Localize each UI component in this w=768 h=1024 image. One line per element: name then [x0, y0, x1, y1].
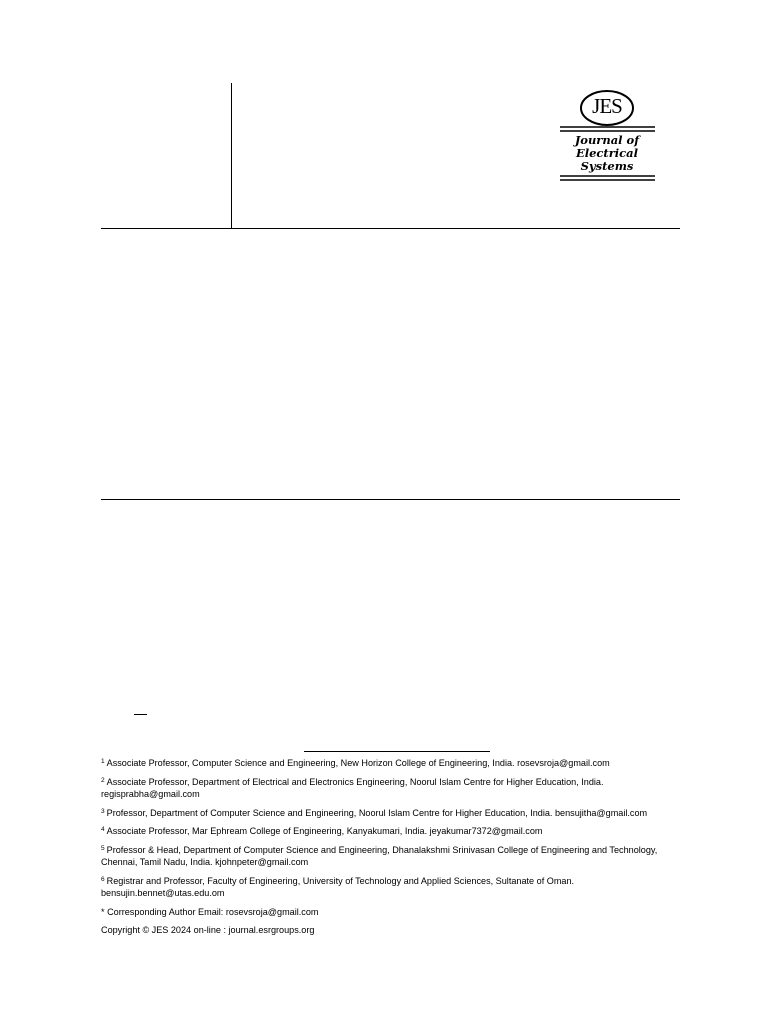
logo-line-2: Electrical: [575, 146, 638, 160]
footnote: [101, 825, 661, 838]
footnote-text: Associate Professor, Mar Ephream College of Engineering, Kanyakumari, India. jeyakumar7372@gmail.com: [106, 826, 543, 836]
footnote-number: 3: [101, 807, 105, 815]
abstract-bottom-rule: [101, 499, 680, 500]
header-vertical-divider: [231, 83, 232, 229]
logo-line-3: Systems: [580, 159, 634, 173]
footnote-number: 5: [101, 844, 105, 852]
corresponding-author: * Corresponding Author Email: rosevsroja@gmail.com: [101, 906, 319, 917]
footnote-number: 6: [101, 875, 105, 883]
footnote-separator: [304, 751, 490, 752]
footnote-text: Professor & Head, Department of Computer Science and Engineering, Dhanalakshmi Srinivasan College of Engineering and Technology, Chennai, Tamil Nadu, India. kjohnpeter@gmail.com: [101, 844, 658, 867]
footnote-number: 4: [101, 826, 105, 833]
header-bottom-rule: [101, 228, 680, 229]
footnote: [101, 807, 661, 820]
short-dash-mark: [134, 714, 147, 715]
footnote: [101, 776, 661, 801]
journal-logo: [556, 88, 658, 186]
footnote-text: Associate Professor, Computer Science and Engineering, New Horizon College of Engineering, India. rosevsroja@gmail.com: [106, 758, 610, 768]
footnote-number: 2: [101, 776, 105, 784]
logo-monogram: JES: [592, 94, 622, 118]
footnote: [101, 875, 661, 900]
logo-line-1: Journal of: [574, 133, 640, 147]
footnote-text: Associate Professor, Department of Electrical and Electronics Engineering, Noorul Islam Centre for Higher Education, India. regisprabha@gmail.com: [101, 776, 604, 799]
footnote-text: Professor, Department of Computer Science and Engineering, Noorul Islam Centre for Higher Education, India. bensujitha@gmail.com: [106, 807, 648, 818]
copyright-line: Copyright © JES 2024 on-line : journal.esrgroups.org: [101, 925, 315, 935]
footnote-text: Registrar and Professor, Faculty of Engineering, University of Technology and Applied Sciences, Sultanate of Oman. bensujin.bennet@utas.edu.om: [101, 875, 575, 898]
footnote: [101, 844, 661, 869]
footnotes: [101, 757, 661, 943]
footnote-number: 1: [101, 758, 105, 765]
footnote: [101, 757, 661, 770]
